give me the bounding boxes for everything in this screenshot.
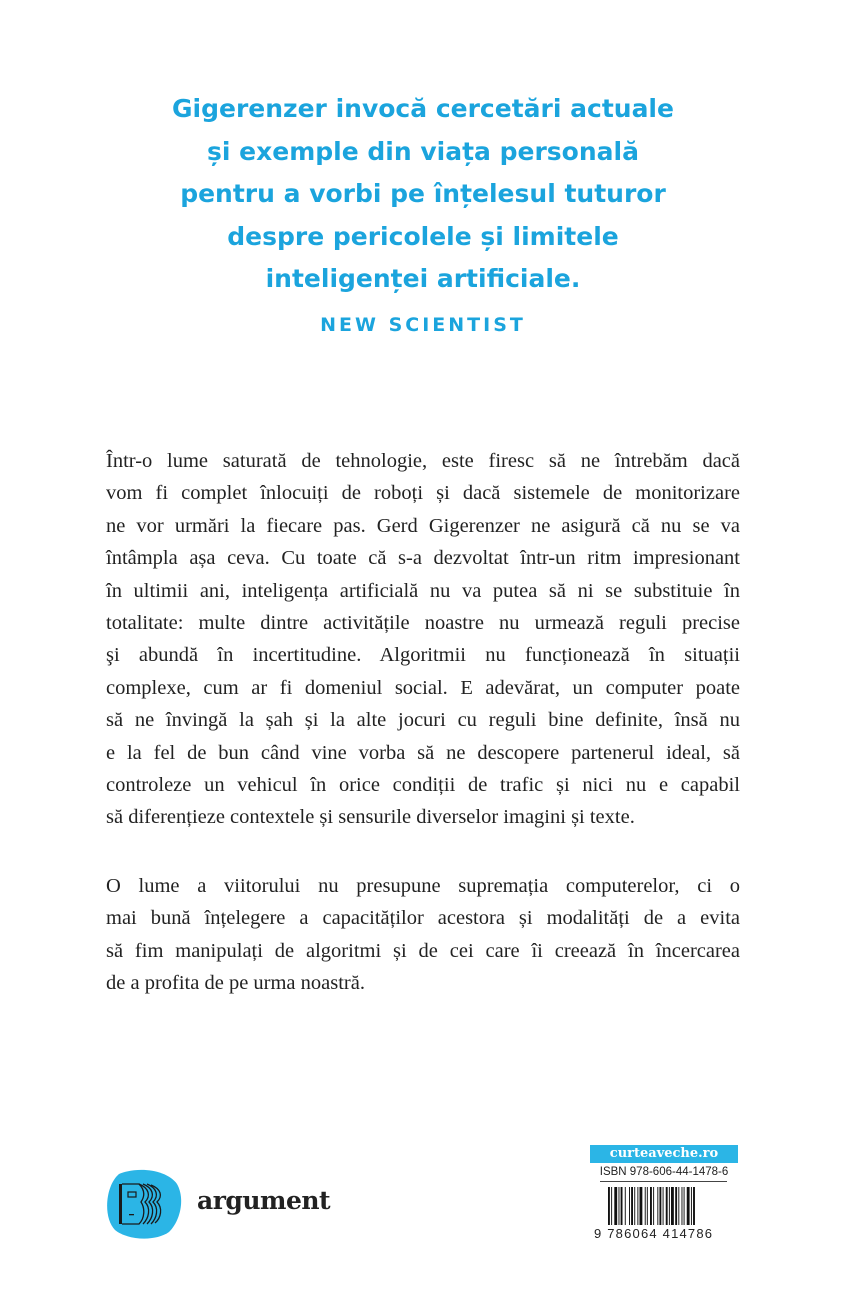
barcode-bar [653, 1187, 654, 1225]
barcode-bar [669, 1187, 670, 1225]
barcode-bar [675, 1187, 677, 1225]
body-line: întâmpla așa ceva. Cu toate că s-a dezvoltat într-un ritm impresionant [106, 547, 740, 570]
barcode-bar [608, 1187, 610, 1225]
publisher-name: argument [197, 1186, 331, 1215]
barcode-bar [611, 1187, 612, 1225]
barcode-bar [650, 1187, 652, 1225]
body-line: totalitate: multe dintre activitățile noastre nu urmează reguli precise [106, 612, 740, 635]
divider [600, 1181, 727, 1182]
description-paragraph-1 [106, 445, 740, 834]
barcode-bar [671, 1187, 674, 1225]
barcode-bar [647, 1187, 648, 1225]
barcode-bar [691, 1187, 692, 1225]
barcode-bar [614, 1187, 617, 1225]
body-line: să fim manipulați de algoritmi și de cei care îi creează în încercarea [106, 939, 740, 962]
body-line: complexe, cum ar fi domeniul social. E adevărat, un computer poate [106, 676, 740, 699]
barcode-digits: 9 786064 414786 [594, 1226, 714, 1241]
quote-line: despre pericolele și limitele [227, 221, 619, 251]
body-line: şi abundă în incertitudine. Algoritmii nu funcționează în situații [106, 644, 740, 667]
body-line: în ultimii ani, inteligența artificială nu va putea să ni se substituie în [106, 579, 740, 602]
barcode-bar [687, 1187, 690, 1225]
barcode-bar [619, 1187, 620, 1225]
barcode-bar [629, 1187, 630, 1225]
blurb-quote [0, 88, 846, 301]
barcode-bar [693, 1187, 695, 1225]
quote-source: NEW SCIENTIST [320, 314, 526, 336]
publisher-website: curteaveche.ro [590, 1145, 738, 1163]
barcode-bar [682, 1187, 683, 1225]
barcode-bar [631, 1187, 633, 1225]
barcode-bar [645, 1187, 646, 1225]
barcode [608, 1187, 724, 1231]
body-line: mai bună înțelegere a capacităților acestora și modalități de a evita [106, 907, 740, 930]
body-line: e la fel de bun când vine vorba să ne descopere partenerul ideal, să [106, 741, 740, 764]
book-pages-icon [105, 1168, 183, 1240]
body-line: de a profita de pe urma noastră. [106, 972, 365, 995]
body-line: vom fi complet înlocuiți de roboți și dacă sistemele de monitorizare [106, 482, 740, 505]
quote-line: Gigerenzer invocă cercetări actuale [172, 94, 674, 123]
body-line: Într-o lume saturată de tehnologie, este firesc să ne întrebăm dacă [106, 450, 740, 472]
quote-line: inteligenței artificiale. [265, 264, 581, 293]
barcode-bar [684, 1187, 685, 1225]
barcode-bar [640, 1187, 643, 1225]
description-paragraph-2 [106, 870, 740, 1000]
body-line: ne vor urmări la fiecare pas. Gerd Gigerenzer ne asigură că nu se va [106, 514, 740, 537]
body-line: să diferențieze contextele și sensurile diverselor imagini și texte. [106, 806, 635, 829]
isbn: ISBN 978-606-44-1478-6 [599, 1166, 729, 1178]
body-line: controleze un vehicul în orice condiții de trafic și nici nu e capabil [106, 774, 740, 797]
barcode-bar [666, 1187, 668, 1225]
barcode-bar [663, 1187, 664, 1225]
barcode-bar [625, 1187, 626, 1225]
barcode-bar [657, 1187, 658, 1225]
barcode-bar [621, 1187, 623, 1225]
quote-line: și exemple din viața personală [207, 136, 639, 166]
body-line: să ne învingă la șah și la alte jocuri cu reguli bine definite, însă nu [106, 709, 740, 732]
quote-line: pentru a vorbi pe înțelesul tuturor [180, 179, 666, 208]
barcode-bar [678, 1187, 679, 1225]
barcode-bar [659, 1187, 661, 1225]
body-line: O lume a viitorului nu presupune supremația computerelor, ci o [106, 875, 740, 897]
barcode-bar [634, 1187, 635, 1225]
barcode-bar [637, 1187, 638, 1225]
